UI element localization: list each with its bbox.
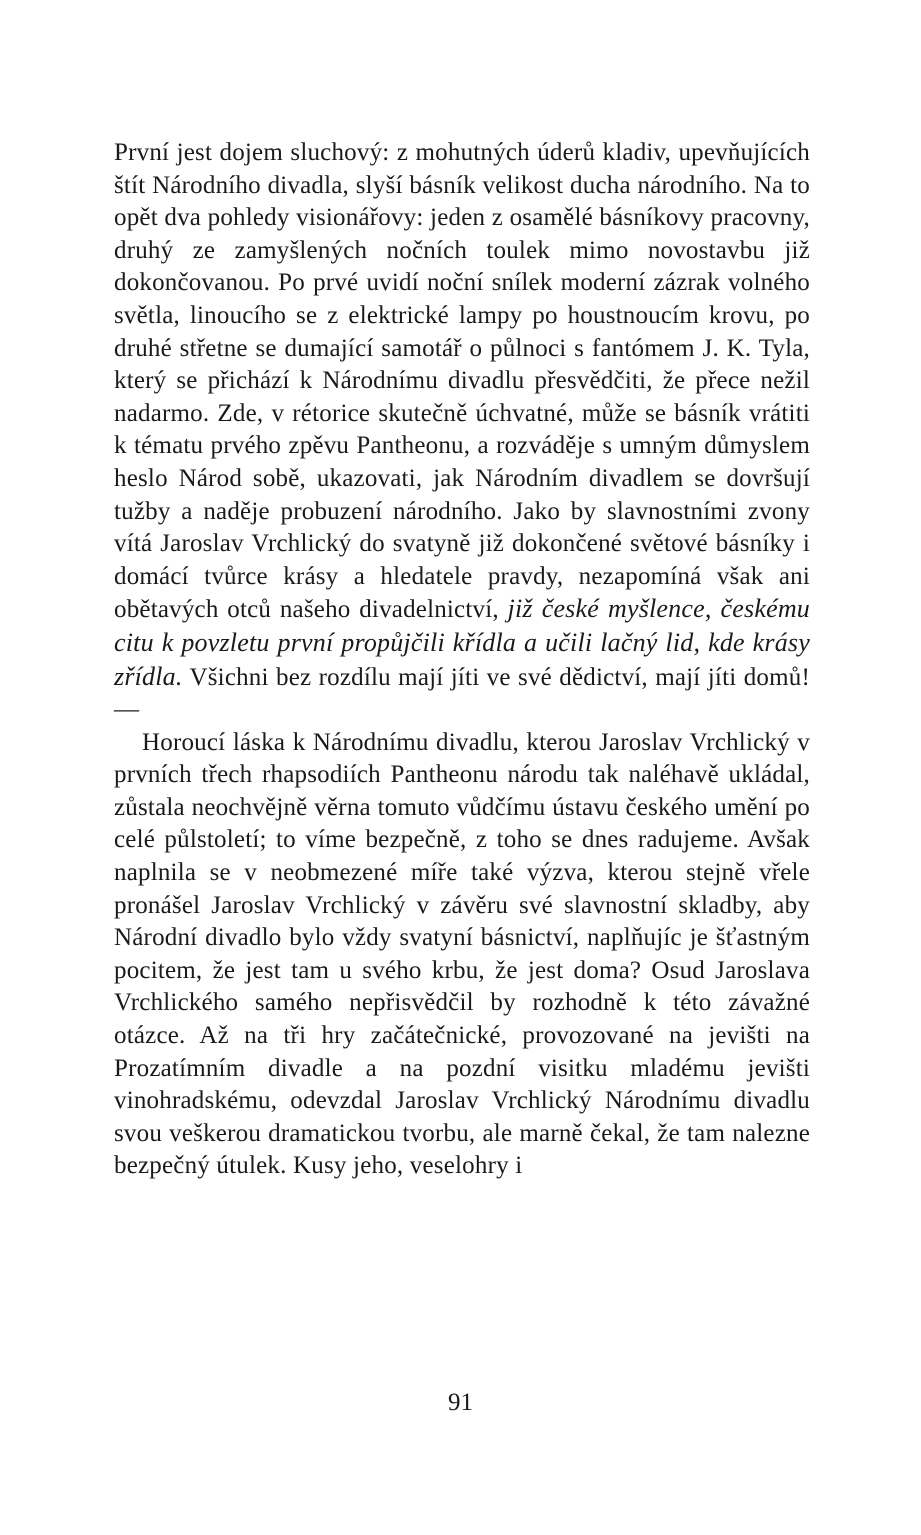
paragraph-1 xyxy=(114,137,810,727)
paragraph-2: Horoucí láska k Národnímu divadlu, kterou Jaroslav Vrchlický v prvních třech rhapsodiích Pantheonu národu tak naléhavě ukládal, zůstala neochvějně věrna tomuto vůdčímu ústavu českého umění po celé půlstoletí; to víme bezpečně, z toho se dnes radujeme. Avšak naplnila se v neobmezené míře také výzva, kterou stejně vřele pronášel Jaroslav Vrchlický v závěru své slavnostní skladby, aby Národní divadlo bylo vždy svatyní básnictví, naplňujíc je šťastným pocitem, že jest tam u svého krbu, že jest doma? Osud Jaroslava Vrchlického samého nepřisvědčil by rozhodně k této závažné otázce. Až na tři hry začátečnické, provozované na jevišti na Prozatímním divadle a na pozdní visitku mladému jevišti vinohradskému, odevzdal Jaroslav Vrchlický Národnímu divadlu svou veškerou dramatickou tvorbu, ale marně čekal, že tam nalezne bezpečný útulek. Kusy jeho, veselohry i xyxy=(114,728,810,1180)
paragraph-1-ending: Všichni bez rozdílu mají jíti ve své dědictví, mají jíti domů! — xyxy=(114,663,810,724)
paragraph-1-text: První jest dojem sluchový: z mohutných úderů kladiv, upevňujících štít Národního divadla, slyší básník velikost ducha národního. Na to opět dva pohledy visionářovy: jeden z osamělé básníkovy pracovny, druhý ze zamyšlených nočních toulek mimo novostavbu již dokončovanou. Po prvé uvidí noční snílek moderní zázrak volného světla, linoucího se z elektrické lampy po houstnoucím krovu, po druhé střetne se dumající samotář o půlnoci s fantómem J. K. Tyla, který se přichází k Národnímu divadlu přesvědčiti, že přece nežil nadarmo. Zde, v rétorice skutečně úchvatné, může se básník vrátiti k tématu prvého zpěvu Pantheonu, a rozváděje s umným důmyslem heslo Národ sobě, ukazovati, jak Národním divadlem se dovršují tužby a naděje probuzení národního. Jako by slavnostními zvony vítá Jaroslav Vrchlický do svatyně již dokončené světové básníky i domácí tvůrce krásy a hledatele pravdy, nezapomíná však ani obětavých otců našeho divadelnictví, xyxy=(114,139,810,624)
body-text xyxy=(114,137,810,1183)
page-number: 91 xyxy=(448,1389,473,1416)
paragraph-1-italic-quote: již české myšlence, českému citu k povzletu první propůjčili křídla a učili lačný lid, kde krásy zřídla. xyxy=(114,594,811,691)
